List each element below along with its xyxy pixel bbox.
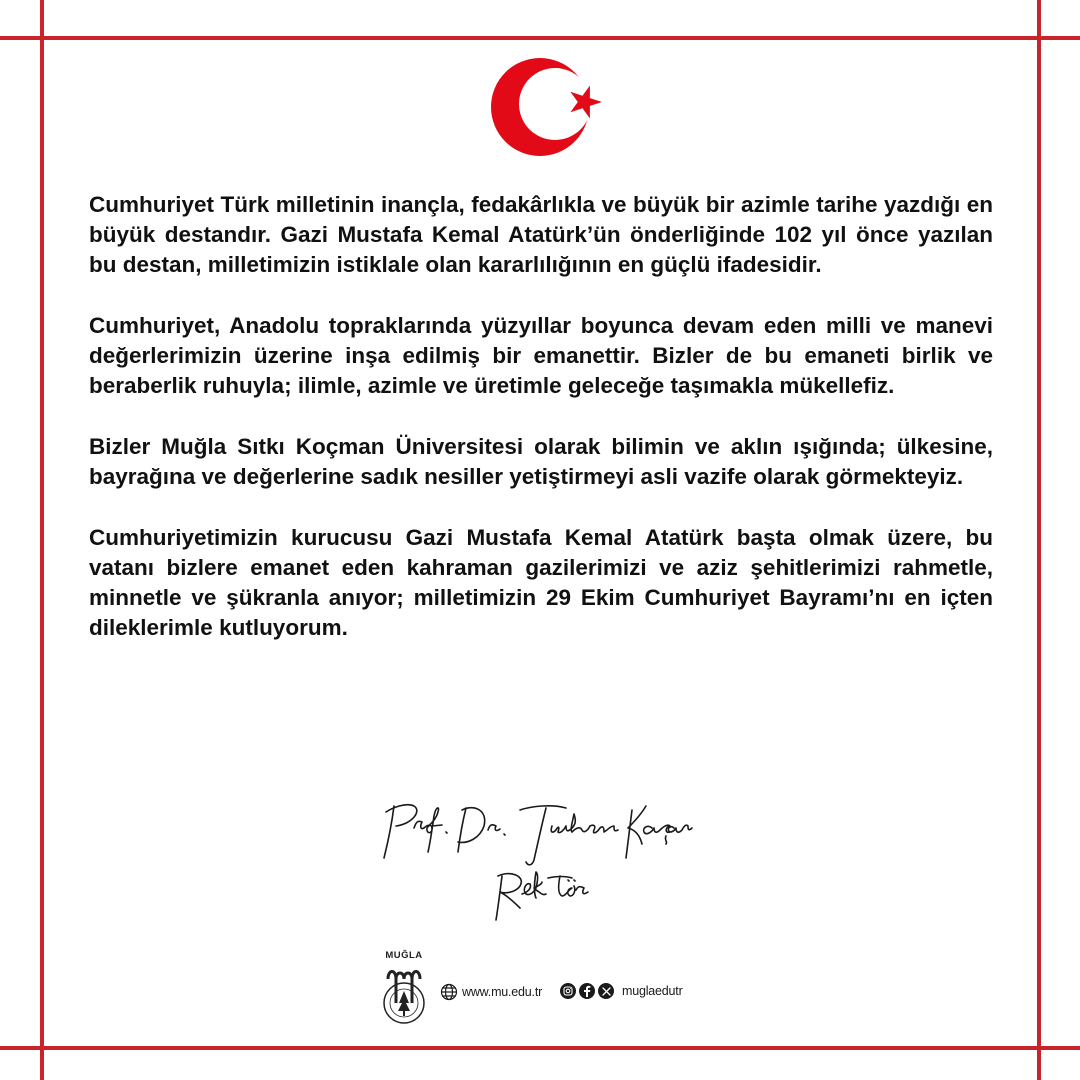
footer	[380, 950, 720, 1030]
frame-bottom-line	[0, 1046, 1080, 1050]
university-logo	[380, 950, 428, 1030]
university-emblem-icon	[382, 963, 426, 1029]
message-paragraph: Cumhuriyetimizin kurucusu Gazi Mustafa Kemal Atatürk başta olmak üzere, bu vatanı bizlere emanet eden kahraman gazilerimizi ve aziz şehitlerimizi rahmetle, minnetle ve şükranla anıyor; milletimizin 29 Ekim Cumhuriyet Bayramı’nı en içten dileklerimle kutluyorum.	[89, 525, 993, 640]
celebration-message	[89, 190, 993, 674]
globe-icon	[440, 983, 458, 1001]
facebook-icon[interactable]	[579, 983, 595, 999]
frame-top-line	[0, 36, 1080, 40]
website-link[interactable]	[440, 983, 542, 1001]
message-paragraph: Cumhuriyet, Anadolu topraklarında yüzyıllar boyunca devam eden milli ve manevi değerlerimizin üzerine inşa edilmiş bir emanettir. Bizler de bu emaneti birlik ve beraberlik ruhuyla; ilimle, azimle ve üretimle geleceğe taşımakla mükellefiz.	[89, 313, 993, 398]
frame-left-line	[40, 0, 44, 1080]
instagram-icon[interactable]	[560, 983, 576, 999]
website-url: www.mu.edu.tr	[462, 985, 543, 999]
crescent-star-icon	[489, 55, 619, 165]
logo-wordmark: MUĞLA	[385, 950, 423, 961]
social-links	[560, 983, 683, 999]
message-paragraph: Bizler Muğla Sıtkı Koçman Üniversitesi olarak bilimin ve aklın ışığında; ülkesine, bayrağına ve değerlerine sadık nesiller yetiştirmeyi asli vazife olarak görmekteyiz.	[89, 434, 993, 489]
message-paragraph: Cumhuriyet Türk milletinin inançla, fedakârlıkla ve büyük bir azimle tarihe yazdığı en büyük destandır. Gazi Mustafa Kemal Atatürk’ün önderliğinde 102 yıl önce yazılan bu destan, milletimizin istiklale olan kararlılığının en güçlü ifadesidir.	[89, 192, 993, 277]
x-icon[interactable]	[598, 983, 614, 999]
social-handle[interactable]: muglaedutr	[622, 984, 683, 998]
rector-signature	[370, 780, 710, 930]
frame-right-line	[1037, 0, 1041, 1080]
